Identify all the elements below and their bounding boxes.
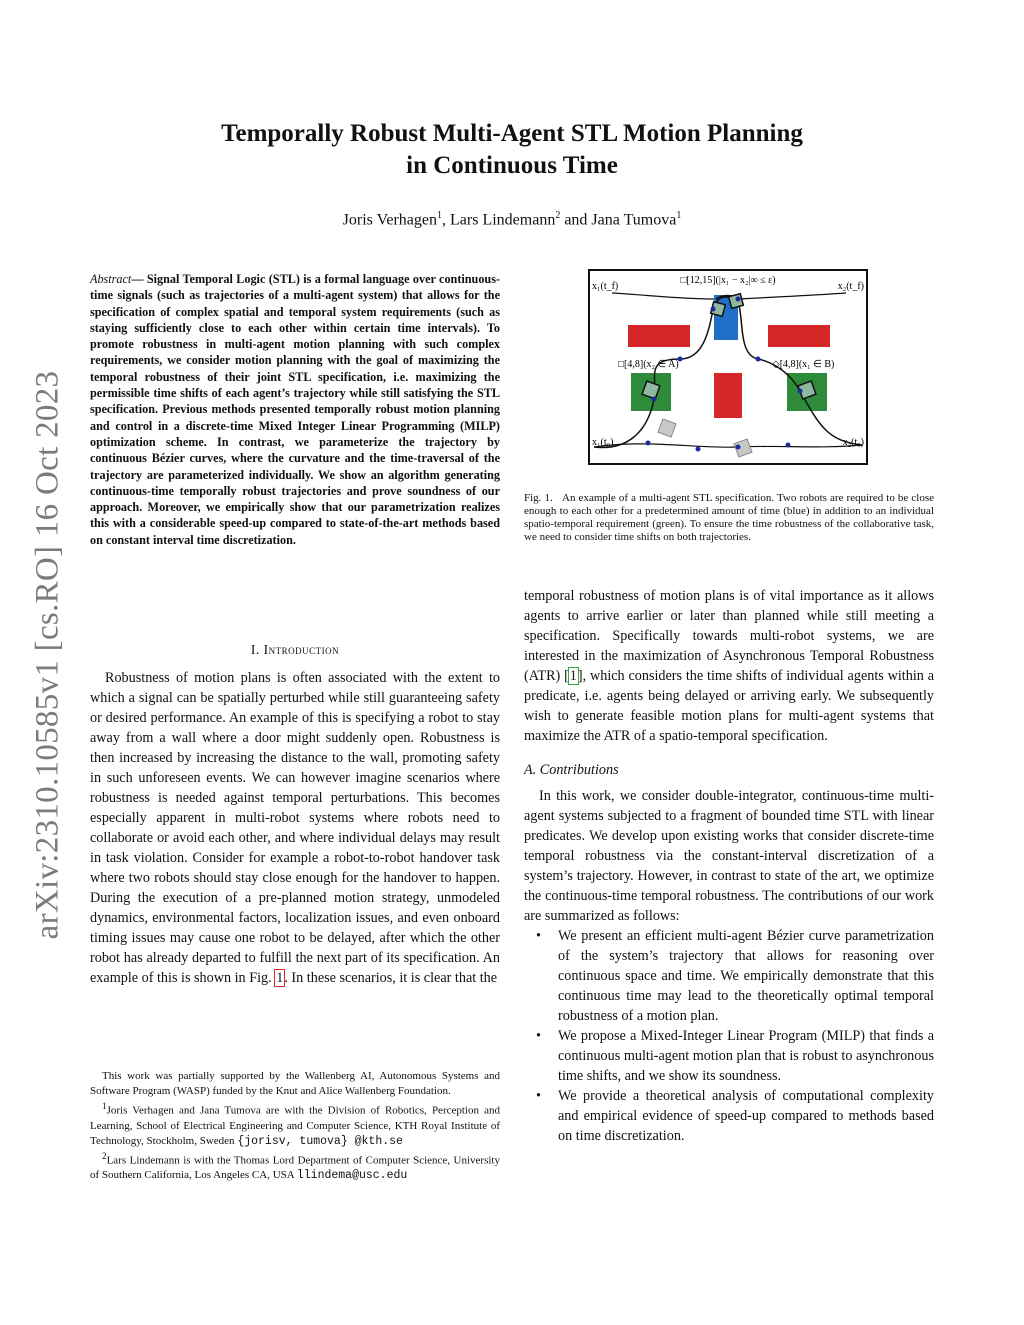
label-x1-tf: x₁(t_f) [592,281,619,292]
author-3-affil: 1 [676,210,682,221]
abstract [90,271,500,548]
list-item: • We provide a theoretical analysis of computational complexity and empirical evidence of speed-up compared to methods based on time discretization. [524,1086,934,1146]
control-point [756,357,761,362]
label-eventually-b: ◇[4,8](x₁ ∈ B) [772,359,835,370]
intro-text-a: Robustness of motion plans is often associated with the extent to which a signal can be spatially perturbed while still guaranteeing safety or desired performance. An example of this is specifying a robot to stay away from a wall where a door might suddenly open. Robustness is then increased by increasing the distance to the wall, promoting safety in such unforeseen events. We can however imagine scenarios where robustness is needed against temporal perturbations. This becomes especially apparent in multi-robot systems where robots need to collaborate or avoid each other, and where individual delays may result in task violation. Consider for example a robot-to-robot handover task where two robots should stay close enough for the handover to happen. During the execution of a pre-planned motion strategy, unmodeled dynamics, environmental factors, localization issues, and even onboard timing issues may cause one robot to be delayed, after which the other robot has already departed to fulfill the next part of its specification. An example of this is shown in Fig. [90,670,500,986]
footnote-1-text: Joris Verhagen and Jana Tumova are with the Division of Robotics, Perception and Learning, School of Electrical Engineering and Computer Science, KTH Royal Institute of Technology, Stockholm, Sweden [90,1104,500,1147]
right-paragraph-1 [524,586,934,746]
arxiv-id-text: arXiv:2310.10585v1 [cs.RO] 16 Oct 2023 [29,370,66,940]
footnote-2 [90,1149,500,1184]
control-point [736,445,741,450]
footnote-2-text: Lars Lindemann is with the Thomas Lord Department of Computer Science, University of Southern California, Los Angeles CA, USA [90,1154,500,1182]
control-point [711,307,716,312]
arxiv-identifier [28,365,68,945]
label-x2-t0: x₂(t₀) [842,437,864,448]
subsection-heading: A. Contributions [524,762,619,778]
abstract-dash: — [131,272,147,286]
author-1-affil: 1 [437,210,443,221]
author-1: Joris Verhagen [342,211,438,229]
label-x1-t0: x₁(t₀) [592,437,614,448]
list-item: • We propose a Mixed-Integer Linear Program (MILP) that finds a continuous multi-agent motion plan that is robust to asynchronous time shifts, and we show its soundness. [524,1026,934,1086]
control-point [798,389,803,394]
right-text-a: temporal robustness of motion plans is of vital importance as it allows agents to arrive earlier or later than planned while still meeting a specification. Specifically towards multi-robot systems, we are interested in the maximization of Asynchronous Temporal Robustness (ATR) [ [524,588,934,684]
footnote-2-marker: 2 [102,1150,107,1161]
contributions-paragraph: In this work, we consider double-integrator, continuous-time multi-agent systems subjected to a fragment of bounded time STL with linear predicates. We develop upon existing works that consider discrete-time temporal robustness via the constant-interval discretization of a system’s trajectory. However, in contrast to state of the art, we optimize the continuous-time temporal robustness. The contributions of our work are summarized as follows: [524,788,934,924]
obstacle-left [628,325,690,347]
obstacle-right [768,325,830,347]
caption-text: An example of a multi-agent STL specification. Two robots are required to be close enough to each other for a predetermined amount of time (blue) in addition to an individual spatio-temporal requirement (green). To ensure the time robustness of the collaborative task, we need to consider time shifts on both trajectories. [524,492,934,543]
label-x2-tf: x₂(t_f) [837,281,864,292]
title-line-2: in Continuous Time [406,152,618,179]
abstract-label: Abstract [90,272,132,286]
footnote-2-email[interactable]: llindema@usc.edu [296,1169,408,1183]
citation-link[interactable]: 1 [569,668,577,684]
title-line-1: Temporally Robust Multi-Agent STL Motion Planning [221,120,803,147]
robot-collab-2 [729,294,744,309]
list-item: • We present an efficient multi-agent Bézier curve parametrization of the system’s trajectory that allows for reasoning over continuous space and time. We empirically demonstrate that this continuous time may lead to the theoretically optimal temporal robustness of a motion plan. [524,926,934,1026]
abstract-text: Signal Temporal Logic (STL) is a formal language over continuous-time signals (such as trajectories of a multi-agent system) that allows for the specification of complex spatial and temporal system requirements (such as staying sufficiently close to each other within certain time intervals). To promote robustness in multi-agent motion planning with such complex requirements, we consider motion planning with the goal of maximizing the temporal robustness of their joint STL specification, i.e. maximizing the permissible time shifts of each agent’s trajectory while still satisfying the STL specification. Previous methods presented temporally robust motion planning and control in a discrete-time Mixed Integer Linear Programming (MILP) optimization scheme. In contrast, we parameterize the trajectory by continuous Bézier curves, where the curvature and the time-traversal of the trajectory are parameterized individually. We show an algorithm generating continuous-time temporally robust trajectories and prove soundness of our approach. Moreover, we empirically show that our parametrization realizes this with a considerable speed-up compared to state-of-the-art methods based on constant interval time discretization. [90,272,500,547]
figure-1-diagram [588,269,868,465]
section-number: I. [250,642,264,657]
control-point [696,447,701,452]
figure-1-caption [524,492,934,544]
right-column-body [524,586,934,1146]
footnote-funding: This work was partially supported by the Wallenberg AI, Autonomous Systems and Software Program (WASP) funded by the Knut and Alice Wallenberg Foundation. [90,1070,500,1097]
control-point [646,441,651,446]
intro-paragraph [90,668,500,988]
obstacle-center [714,373,742,418]
footnote-1 [90,1099,500,1149]
figure-1 [588,269,868,465]
control-point [786,443,791,448]
section-heading [90,642,500,658]
author-separator: and [560,211,592,229]
contributions-list [524,926,934,1146]
right-text-b: ], which considers the time shifts of individual agents within a predicate, i.e. agents being delayed or arriving early. We subsequently wish to generate feasible motion plans for multi-agent systems that maximize the ATR of a spatio-temporal specification. [524,668,934,744]
author-2-affil: 2 [555,210,561,221]
figure-ref-link[interactable]: 1 [276,970,284,986]
author-list [120,210,904,229]
author-separator: , [442,211,451,229]
footnote-1-email[interactable]: {jorisv, tumova} @kth.se [237,1134,403,1148]
author-2: Lars Lindemann [450,211,556,229]
footnote-1-marker: 1 [102,1101,107,1111]
paper-title [120,118,904,182]
author-3: Jana Tumova [591,211,677,229]
section-title: Introduction [263,642,340,657]
intro-text-b: . In these scenarios, it is clear that the [284,970,498,986]
label-always-close: □[12,15](|x₁ − x₂|∞ ≤ ε) [680,275,776,286]
control-point [652,397,657,402]
label-always-a: □[4,8](x₂ ∈ A) [618,359,679,370]
control-point [736,297,741,302]
intro-body [90,668,500,988]
footnotes [90,1069,500,1183]
caption-label: Fig. 1. [524,492,553,504]
